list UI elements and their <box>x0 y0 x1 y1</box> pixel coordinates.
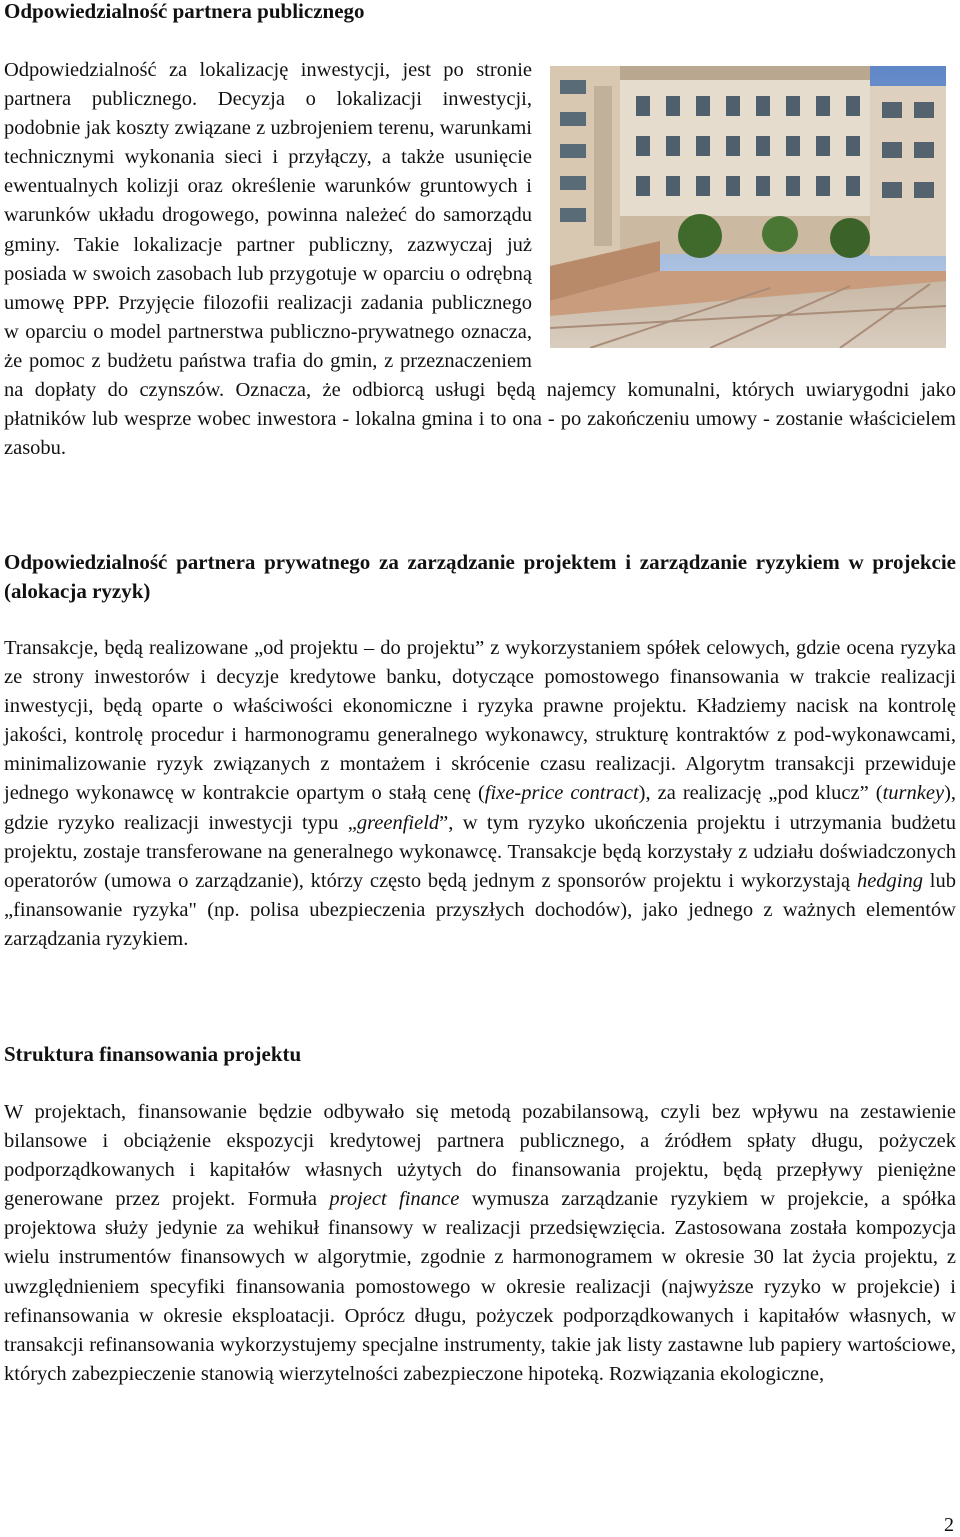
heading-private-partner: Odpowiedzialność partnera prywatnego za zarządzanie projektem i zarządzanie ryzykiem w projekcie (alokacja ryzyk) <box>4 550 956 603</box>
page-number: 2 <box>944 1514 954 1536</box>
paragraph-financing-structure: W projektach, finansowanie będzie odbywało się metodą pozabilansową, czyli bez wpływu na zestawienie bilansowe i obciążenie ekspozycji kredytowej partnera publicznego, a źródłem spłaty długu, pożyczek podporządkowanych i kapitałów własnych użytych do finansowania projektu, będą przepływy pieniężne generowane przez projekt. Formuła project finance wymusza zarządzanie ryzykiem w projekcie, a spółka projektowa służy jedynie za wehikuł finansowy w realizacji przedsięwzięcia. Zastosowana została kompozycja wielu instrumentów finansowych w algorytmie, zgodnie z harmonogramem w okresie 30 lat życia projektu, z uwzględnieniem specyfiki finansowania pomostowego w okresie realizacji (najwyższe ryzyko w projekcie) i refinansowania w okresie eksploatacji. Oprócz długu, pożyczek podporządkowanych i kapitałów własnych, w transakcji refinansowania wykorzystujemy specjalne instrumenty, takie jak listy zastawne lub papiery wartościowe, których zabezpieczenie stanowią wierzytelności zabezpieczone hipoteką. Rozwiązania ekologiczne, <box>4 1101 957 1385</box>
heading-public-partner: Odpowiedzialność partnera publicznego <box>4 0 365 23</box>
paragraph-public-partner: Odpowiedzialność za lokalizację inwestycji, jest po stronie partnera publicznego. Decyzja o lokalizacji inwestycji, podobnie jak koszty związane z uzbrojeniem terenu, warunkami technicznymi wykonania sieci i przyłączy, a także usunięcie ewentualnych kolizji oraz określenie warunków gruntowych i warunków układu drogowego, powinna należeć do samorządu gminy. Takie lokalizacje partner publiczny, zazwyczaj już posiada w swoich zasobach lub przygotuje w oparciu o odrębną umowę PPP. Przyjęcie filozofii realizacji zadania publicznego w oparciu o model partnerstwa publiczno-prywatnego oznacza, że pomoc z budżetu państwa trafia do gmin, z przeznaczeniem na dopłaty do czynszów. Oznacza, że odbiorcą usługi będą najemcy komunalni, których uwiarygodni jako płatników lub wesprze wobec inwestora - lokalna gmina i to ona - po zakończeniu umowy - zostanie właścicielem zasobu. <box>4 59 956 460</box>
heading-financing-structure: Struktura finansowania projektu <box>4 1042 302 1066</box>
paragraph-private-partner: Transakcje, będą realizowane „od projektu – do projektu” z wykorzystaniem spółek celowych, gdzie ocena ryzyka ze strony inwestorów i decyzje kredytowe banku, dotyczące pomostowego finansowania w trakcie realizacji inwestycji, będą oparte o właściwości ekonomiczne i ryzyka prawne projektu. Kładziemy nacisk na kontrolę jakości, kontrolę procedur i harmonogramu generalnego wykonawcy, strukturę kontraktów z pod-wykonawcami, minimalizowanie ryzyk związanych z montażem i skrócenie czasu realizacji. Algorytm transakcji przewiduje jednego wykonawcę w kontrakcie opartym o stałą cenę (fixe-price contract), za realizację „pod klucz” (turnkey), gdzie ryzyko realizacji inwestycji typu „greenfield”, w tym ryzyko ukończenia projektu i utrzymania budżetu projektu, zostaje transferowane na generalnego wykonawcę. Transakcje będą korzystały z udziału doświadczonych operatorów (umowa o zarządzanie), którzy często będą jednym z sponsorów projektu i wykorzystają hedging lub „finansowanie ryzyka" (np. polisa ubezpieczenia przyszłych dochodów), jako jednego z ważnych elementów zarządzania ryzykiem. <box>4 637 957 950</box>
building-photo <box>550 66 946 348</box>
